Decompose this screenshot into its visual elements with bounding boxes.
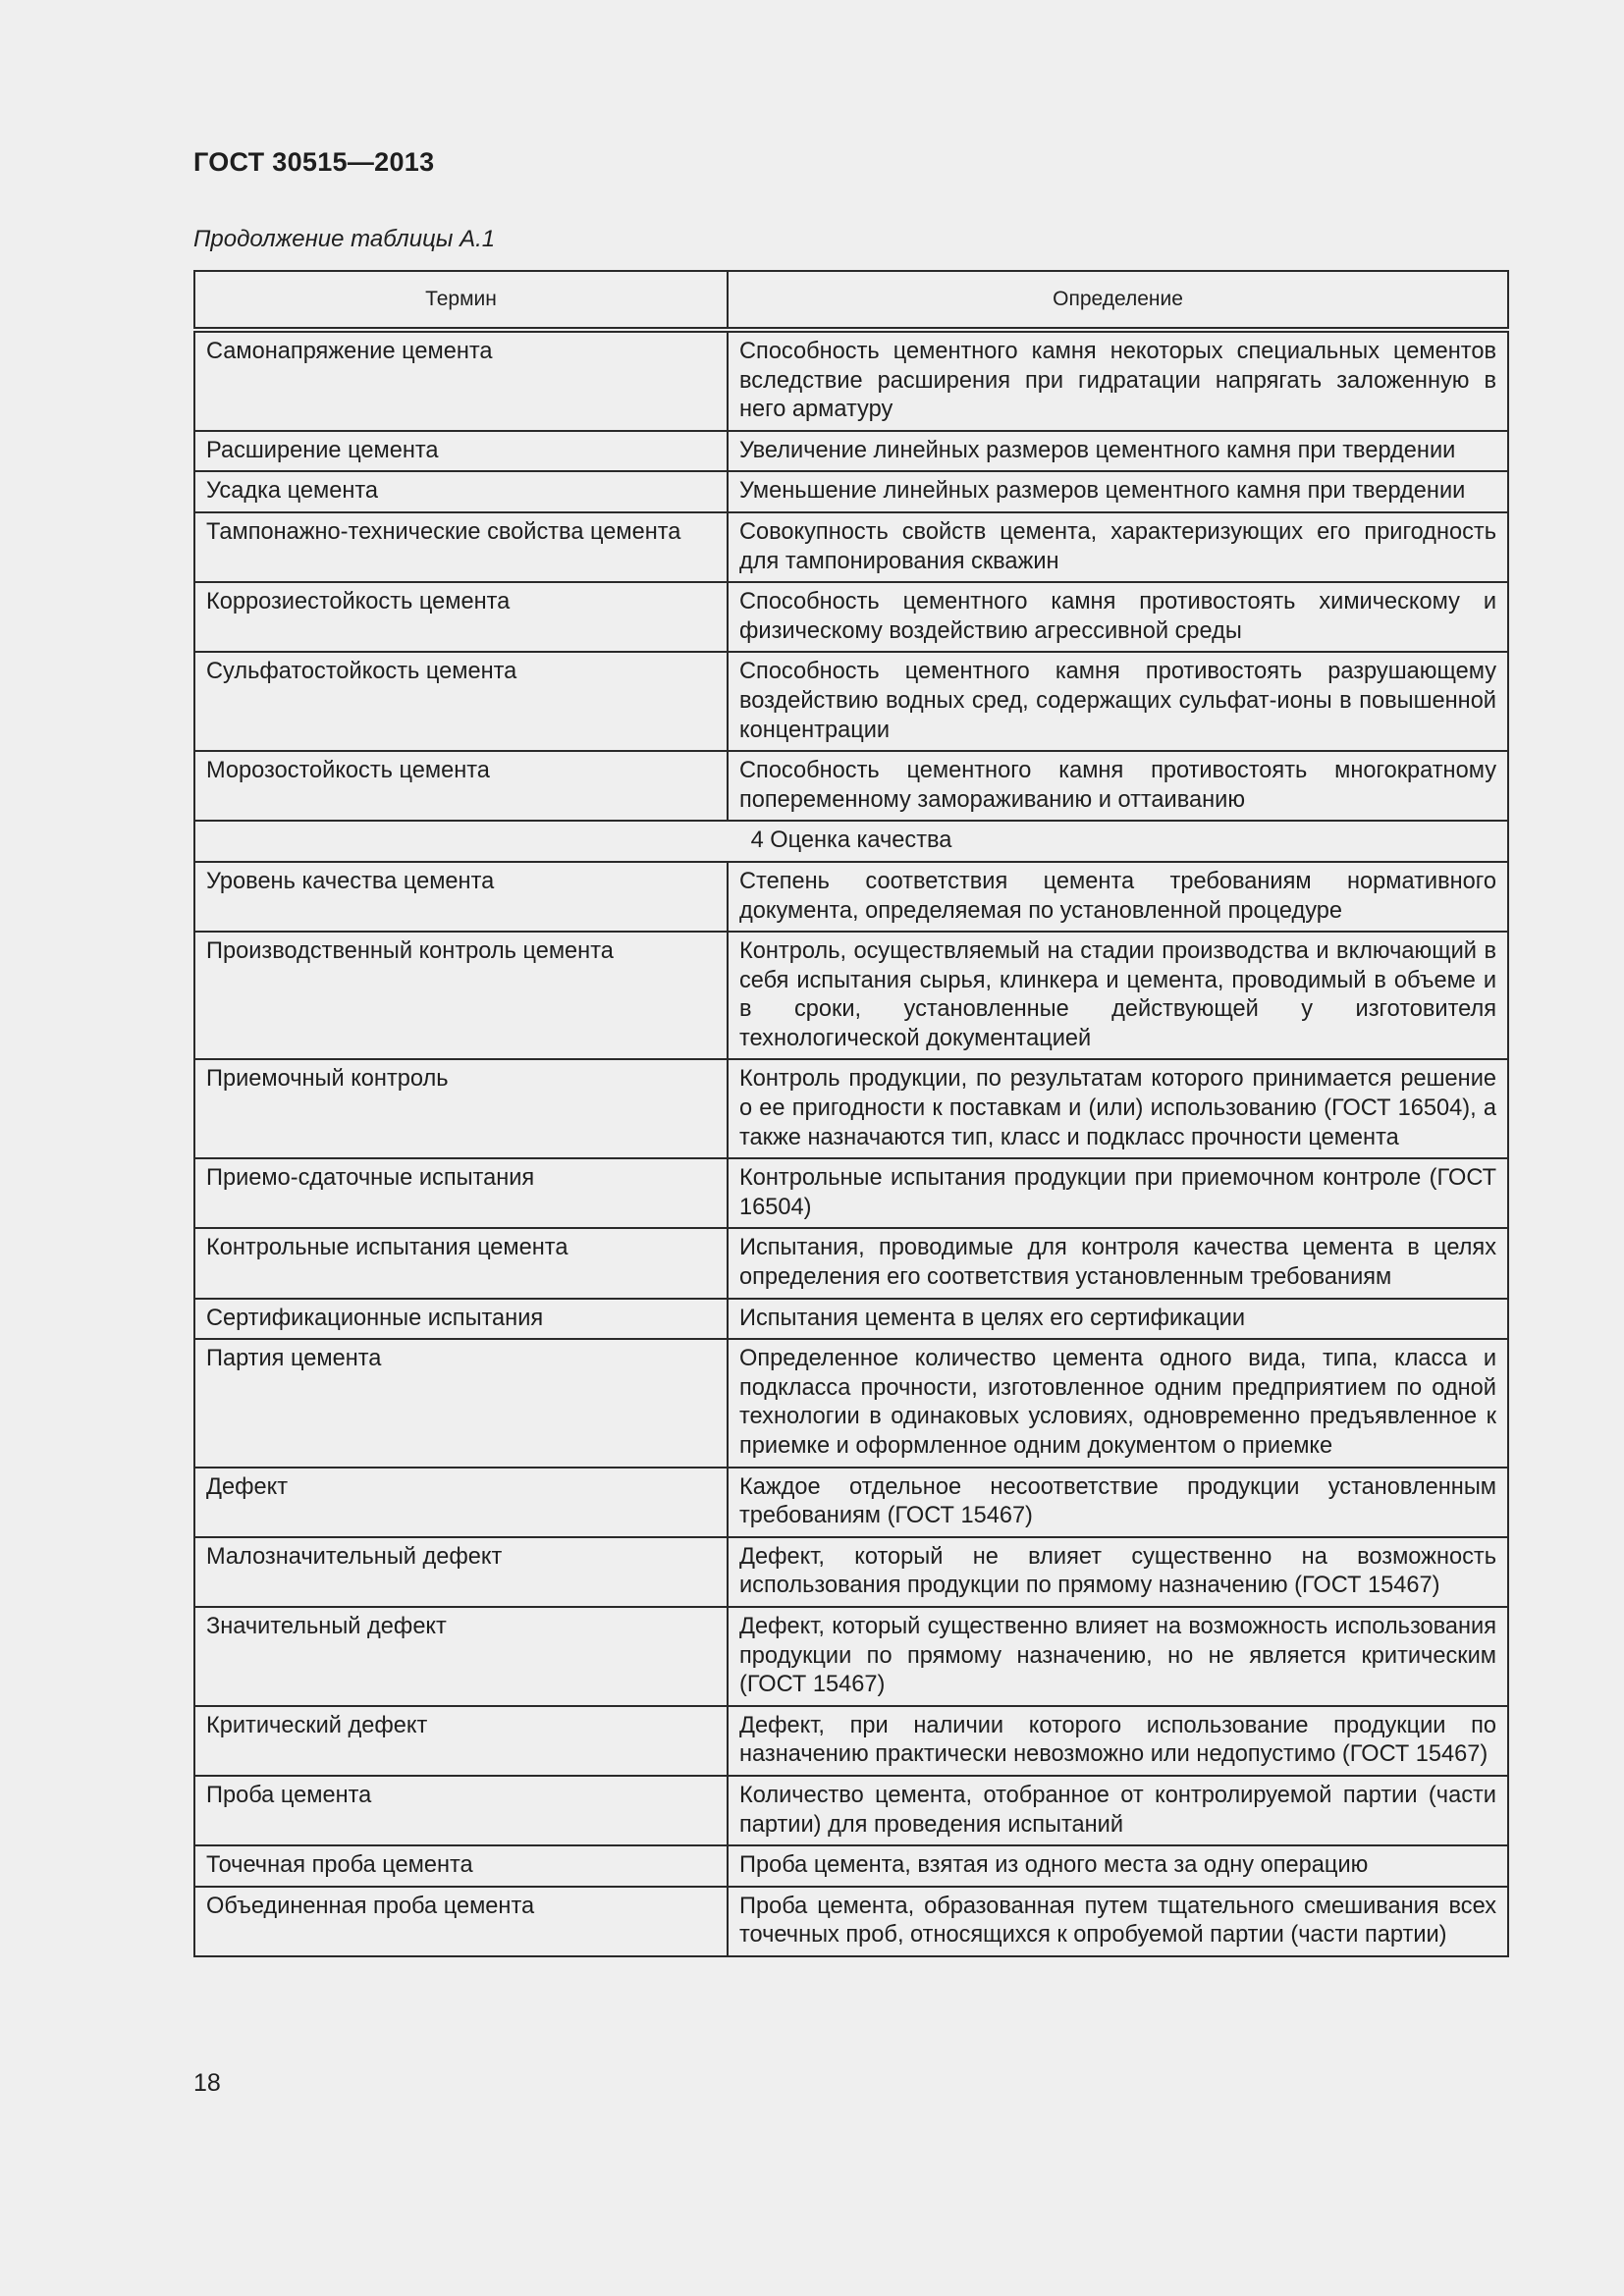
table-row: [194, 652, 1508, 751]
definition-cell: Испытания, проводимые для контроля качества цемента в целях определения его соответствия установленным требованиям: [728, 1228, 1508, 1298]
table-body: [194, 330, 1508, 1956]
definition-cell: Определенное количество цемента одного вида, типа, класса и подкласса прочности, изготовленное одним предприятием по одной технологии в одинаковых условиях, одновременно предъявленное к приемке и оформленное одним документом о приемке: [728, 1339, 1508, 1467]
definition-cell: Дефект, который существенно влияет на возможность использования продукции по прямому назначению, но не является критическим (ГОСТ 15467): [728, 1607, 1508, 1706]
definition-cell: Способность цементного камня противостоять химическому и физическому воздействию агрессивной среды: [728, 582, 1508, 652]
definition-cell: Дефект, при наличии которого использование продукции по назначению практически невозможно или недопустимо (ГОСТ 15467): [728, 1706, 1508, 1776]
table-header-row: [194, 271, 1508, 330]
definition-cell: Испытания цемента в целях его сертификации: [728, 1299, 1508, 1340]
definition-cell: Проба цемента, образованная путем тщательного смешивания всех точечных проб, относящихся к опробуемой партии (части партии): [728, 1887, 1508, 1956]
term-cell: Приемо-сдаточные испытания: [194, 1158, 728, 1228]
definition-cell: Дефект, который не влияет существенно на возможность использования продукции по прямому назначению (ГОСТ 15467): [728, 1537, 1508, 1607]
table-row: [194, 1059, 1508, 1158]
table-row: [194, 1887, 1508, 1956]
term-cell: Самонапряжение цемента: [194, 330, 728, 431]
table-section-row: [194, 821, 1508, 862]
table-row: [194, 1776, 1508, 1845]
term-cell: Сульфатостойкость цемента: [194, 652, 728, 751]
definition-cell: Совокупность свойств цемента, характеризующих его пригодность для тампонирования скважин: [728, 512, 1508, 582]
table-row: [194, 582, 1508, 652]
table-row: [194, 1607, 1508, 1706]
column-header-definition: Определение: [728, 271, 1508, 330]
page-number: 18: [193, 2069, 221, 2097]
term-cell: Дефект: [194, 1468, 728, 1537]
document-header: ГОСТ 30515—2013: [193, 147, 435, 177]
table-row: [194, 1706, 1508, 1776]
table-row: [194, 1339, 1508, 1467]
column-header-term: Термин: [194, 271, 728, 330]
definition-cell: Проба цемента, взятая из одного места за одну операцию: [728, 1845, 1508, 1887]
table-row: [194, 862, 1508, 932]
definition-cell: Способность цементного камня противостоять многократному попеременному замораживанию и оттаиванию: [728, 751, 1508, 821]
table-caption: Продолжение таблицы А.1: [193, 226, 496, 252]
table-row: [194, 1299, 1508, 1340]
term-cell: Критический дефект: [194, 1706, 728, 1776]
table-row: [194, 1468, 1508, 1537]
definition-cell: Способность цементного камня некоторых специальных цементов вследствие расширения при гидратации напрягать заложенную в него арматуру: [728, 330, 1508, 431]
term-cell: Партия цемента: [194, 1339, 728, 1467]
section-title: 4 Оценка качества: [194, 821, 1508, 862]
definition-cell: Способность цементного камня противостоять разрушающему воздействию водных сред, содержащих сульфат-ионы в повышенной концентрации: [728, 652, 1508, 751]
table-row: [194, 932, 1508, 1059]
table-row: [194, 1537, 1508, 1607]
table-row: [194, 330, 1508, 431]
term-cell: Значительный дефект: [194, 1607, 728, 1706]
term-cell: Контрольные испытания цемента: [194, 1228, 728, 1298]
term-cell: Приемочный контроль: [194, 1059, 728, 1158]
term-cell: Малозначительный дефект: [194, 1537, 728, 1607]
term-cell: Объединенная проба цемента: [194, 1887, 728, 1956]
term-cell: Морозостойкость цемента: [194, 751, 728, 821]
term-cell: Тампонажно-технические свойства цемента: [194, 512, 728, 582]
table-row: [194, 1158, 1508, 1228]
definition-cell: Количество цемента, отобранное от контролируемой партии (части партии) для проведения испытаний: [728, 1776, 1508, 1845]
term-cell: Уровень качества цемента: [194, 862, 728, 932]
table-row: [194, 431, 1508, 472]
table-row: [194, 1845, 1508, 1887]
definition-cell: Контроль продукции, по результатам которого принимается решение о ее пригодности к поставкам и (или) использованию (ГОСТ 16504), а также назначаются тип, класс и подкласс прочности цемента: [728, 1059, 1508, 1158]
definition-cell: Уменьшение линейных размеров цементного камня при твердении: [728, 471, 1508, 512]
definition-cell: Контрольные испытания продукции при приемочном контроле (ГОСТ 16504): [728, 1158, 1508, 1228]
term-cell: Производственный контроль цемента: [194, 932, 728, 1059]
definition-cell: Контроль, осуществляемый на стадии производства и включающий в себя испытания сырья, клинкера и цемента, проводимый в объеме и в сроки, установленные действующей у изготовителя технологической документацией: [728, 932, 1508, 1059]
definition-cell: Степень соответствия цемента требованиям нормативного документа, определяемая по установленной процедуре: [728, 862, 1508, 932]
term-cell: Усадка цемента: [194, 471, 728, 512]
term-cell: Коррозиестойкость цемента: [194, 582, 728, 652]
term-cell: Точечная проба цемента: [194, 1845, 728, 1887]
term-cell: Сертификационные испытания: [194, 1299, 728, 1340]
definition-cell: Каждое отдельное несоответствие продукции установленным требованиям (ГОСТ 15467): [728, 1468, 1508, 1537]
terms-table: [193, 270, 1509, 1957]
table-row: [194, 512, 1508, 582]
table-row: [194, 751, 1508, 821]
term-cell: Расширение цемента: [194, 431, 728, 472]
table-row: [194, 1228, 1508, 1298]
term-cell: Проба цемента: [194, 1776, 728, 1845]
definition-cell: Увеличение линейных размеров цементного камня при твердении: [728, 431, 1508, 472]
table-row: [194, 471, 1508, 512]
